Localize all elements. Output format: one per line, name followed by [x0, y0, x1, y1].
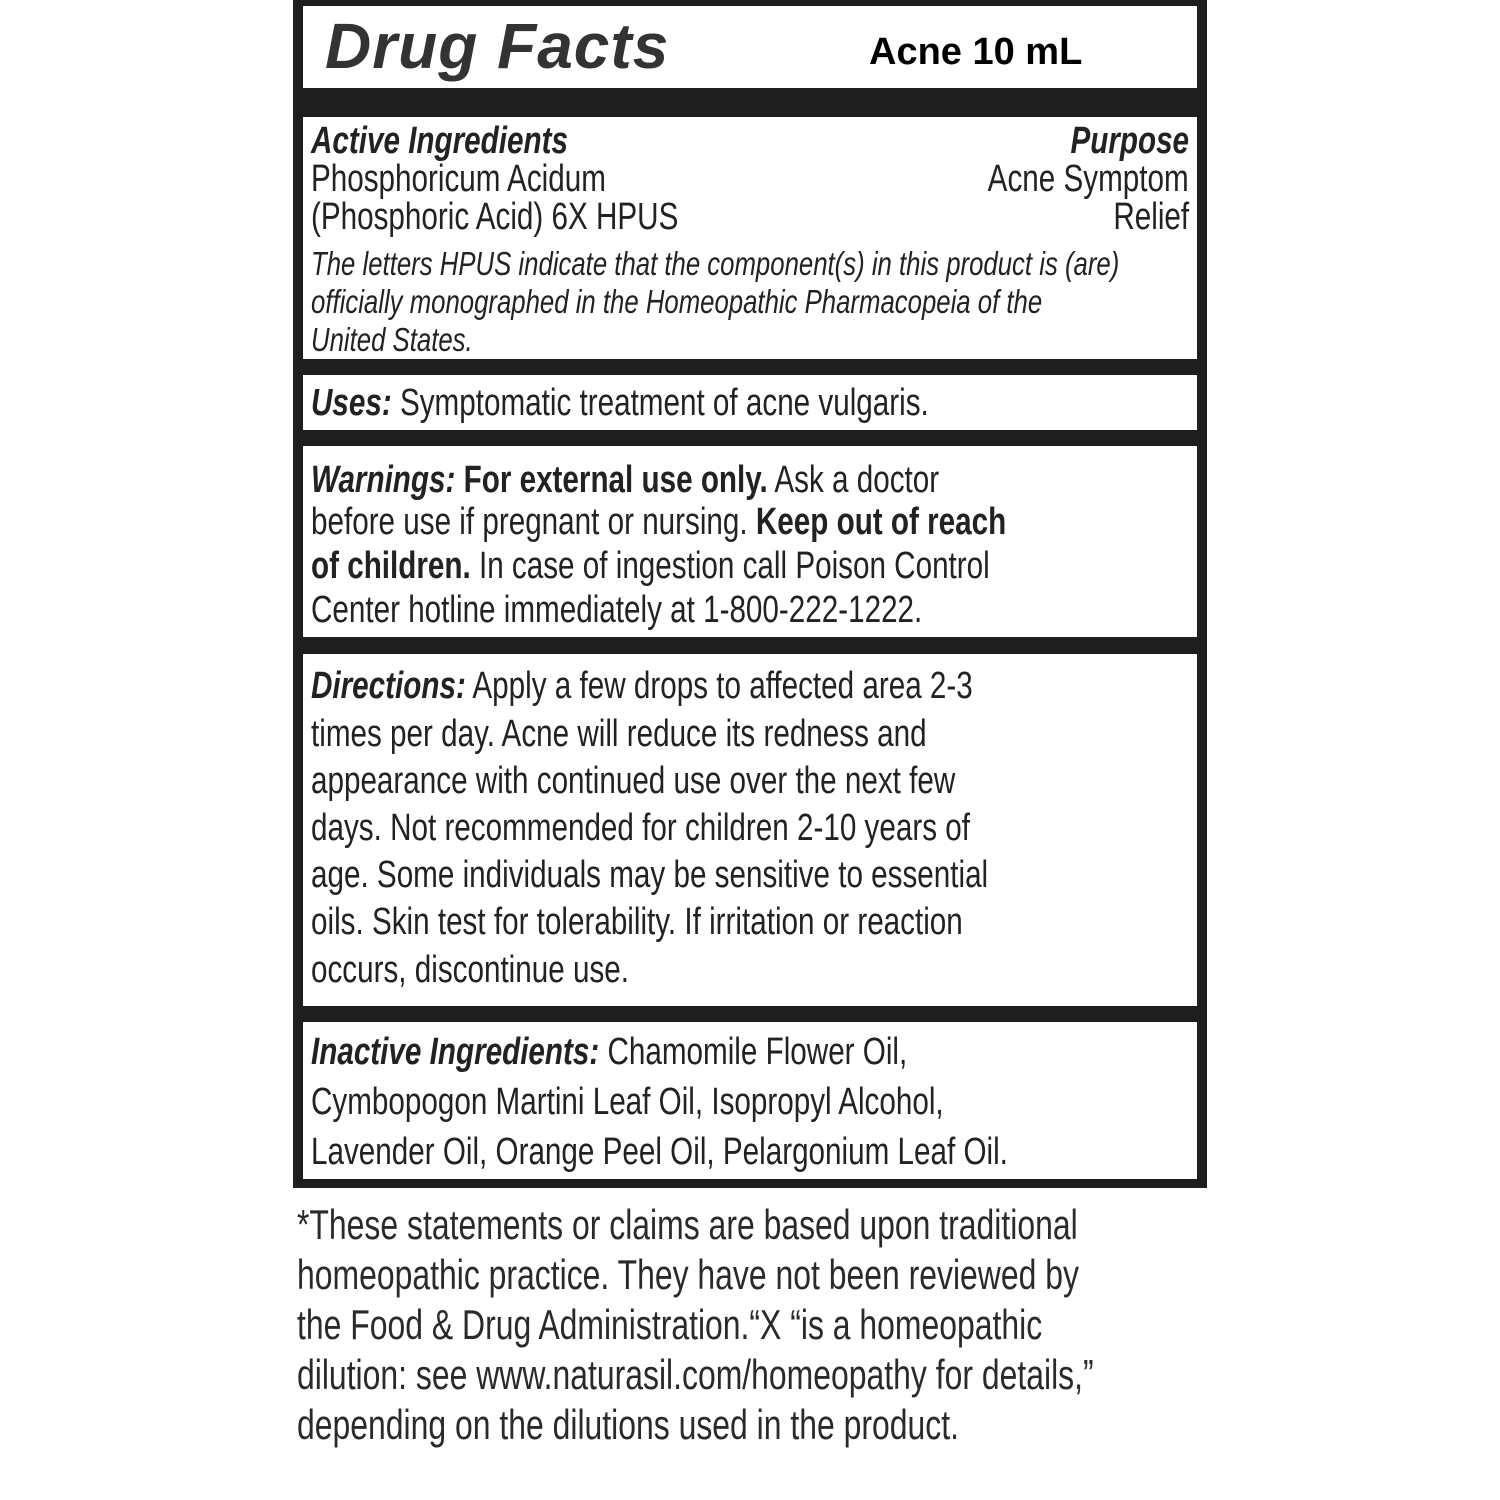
hpus-note-line: United States. [311, 321, 473, 358]
footnote-line: depending on the dilutions used in the product. [297, 1401, 959, 1448]
footnote-line: *These statements or claims are based upon traditional [297, 1201, 1078, 1248]
purpose-text-line2: Relief [1113, 196, 1189, 238]
warnings-text: Ask a doctor [767, 459, 940, 501]
warnings-bold-text: of children. [311, 545, 471, 587]
hpus-note-line: officially monographed in the Homeopathic Pharmacopeia of the [311, 283, 1043, 320]
uses-section [303, 375, 1197, 430]
active-ingredients-section [303, 117, 1197, 359]
inactive-ingredients-label: Inactive Ingredients: [311, 1031, 600, 1073]
active-ingredient-detail: (Phosphoric Acid) 6X HPUS [311, 196, 679, 238]
footnote-line: the Food & Drug Administration.“X “is a homeopathic [297, 1301, 1043, 1348]
directions-line: times per day. Acne will reduce its redness and [311, 713, 927, 755]
warnings-line: Center hotline immediately at 1-800-222-1222. [311, 589, 923, 631]
warnings-text: In case of ingestion call Poison Control [470, 545, 990, 587]
active-ingredients-heading: Active Ingredients [311, 120, 568, 162]
directions-line [311, 664, 973, 708]
directions-label: Directions: [311, 665, 466, 707]
drug-facts-header [303, 6, 1197, 88]
directions-line: days. Not recommended for children 2-10 years of [311, 807, 970, 849]
inactive-line [311, 1030, 907, 1074]
directions-line: age. Some individuals may be sensitive to essential [311, 854, 989, 896]
drug-facts-title: Drug Facts [325, 10, 670, 82]
warnings-line [311, 458, 939, 502]
inactive-text: Chamomile Flower Oil, [599, 1031, 908, 1073]
inactive-ingredients-section [303, 1022, 1197, 1179]
warnings-line [311, 500, 1006, 544]
warnings-line [311, 544, 990, 588]
warnings-bold-text: For external use only. [455, 459, 768, 501]
uses-text: Symptomatic treatment of acne vulgaris. [391, 382, 929, 424]
product-name: Acne 10 mL [869, 31, 1083, 73]
uses-label: Uses: [311, 382, 392, 424]
footnote-line: homeopathic practice. They have not been reviewed by [297, 1251, 1079, 1298]
warnings-label: Warnings: [311, 459, 456, 501]
purpose-text-line1: Acne Symptom [988, 158, 1189, 200]
directions-section [303, 654, 1197, 1006]
directions-line: occurs, discontinue use. [311, 949, 629, 991]
purpose-heading: Purpose [1070, 120, 1189, 162]
warnings-section [303, 446, 1197, 637]
inactive-line: Cymbopogon Martini Leaf Oil, Isopropyl Alcohol, [311, 1081, 944, 1123]
footnote-line: dilution: see www.naturasil.com/homeopathy for details,” [297, 1351, 1094, 1398]
warnings-text: before use if pregnant or nursing. [311, 501, 756, 543]
hpus-note-line: The letters HPUS indicate that the component(s) in this product is (are) [311, 245, 1120, 282]
directions-line: appearance with continued use over the next few [311, 760, 956, 802]
inactive-line: Lavender Oil, Orange Peel Oil, Pelargonium Leaf Oil. [311, 1131, 1008, 1173]
warnings-bold-text: Keep out of reach [755, 501, 1007, 543]
uses-line [311, 381, 929, 425]
active-ingredient-name: Phosphoricum Acidum [311, 158, 606, 200]
directions-text: Apply a few drops to affected area 2-3 [465, 665, 973, 707]
directions-line: oils. Skin test for tolerability. If irritation or reaction [311, 901, 963, 943]
